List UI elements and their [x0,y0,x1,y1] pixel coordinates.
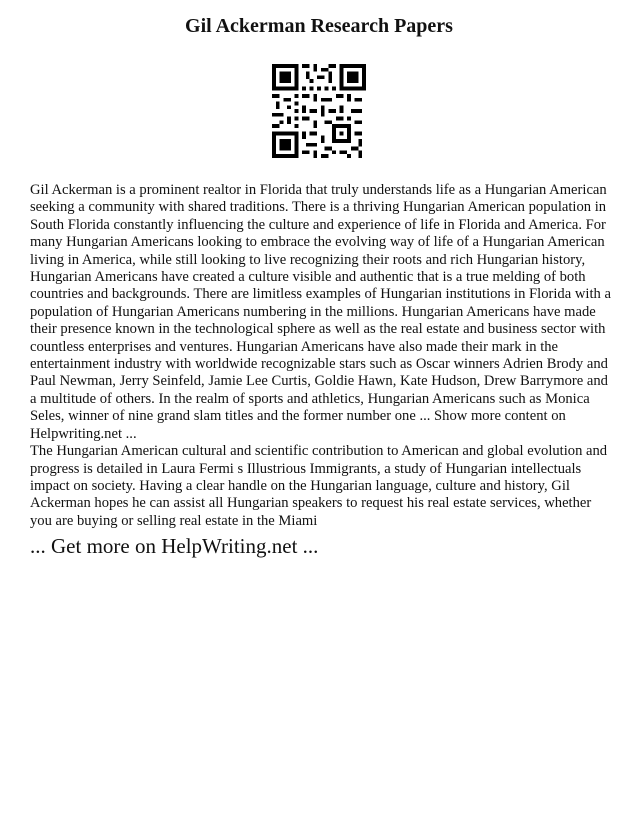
qr-code-icon [272,64,366,158]
get-more-link[interactable]: ... Get more on HelpWriting.net ... [30,534,319,558]
paragraph: Gil Ackerman is a prominent realtor in Florida that truly understands life as a Hungarian American seeking a community with shared traditions. There is a thriving Hungarian American population in South Florida constantly influencing the culture and experience of life in Florida and America. For many Hungarian Americans looking to embrace the evolving way of life of a Hungarian American living in America, while still looking to live recognizing their roots and rich Hungarian history, Hungarian Americans have created a culture visible and authentic that is a true melding of both countries and backgrounds. There are limitless examples of Hungarian institutions in Florida with a population of Hungarian Americans numbering in the millions. Hungarian Americans have made their presence known in the technological sphere as well as the real estate and business sector with countless enterprises and ventures. Hungarian Americans have also made their mark in the entertainment industry with worldwide recognizable stars such as Oscar winners Adrien Brody and Paul Newman, Jerry Seinfeld, Jamie Lee Curtis, Goldie Hawn, Kate Hudson, Drew Barrymore and a multitude of others. In the realm of sports and athletics, Hungarian Americans such as Monica Seles, winner of nine grand slam titles and the former number one ... Show more content on Helpwriting.net ... [30,182,611,442]
page-title: Gil Ackerman Research Papers [185,15,453,37]
article-body [30,182,612,530]
paragraph: The Hungarian American cultural and scientific contribution to American and global evolution and progress is detailed in Laura Fermi s Illustrious Immigrants, a study of Hungarian intellectuals impact on society. Having a clear handle on the Hungarian language, culture and history, Gil Ackerman hopes he can assist all Hungarian speakers to request his real estate services, whether you are buying or selling real estate in the Miami [30,443,608,529]
